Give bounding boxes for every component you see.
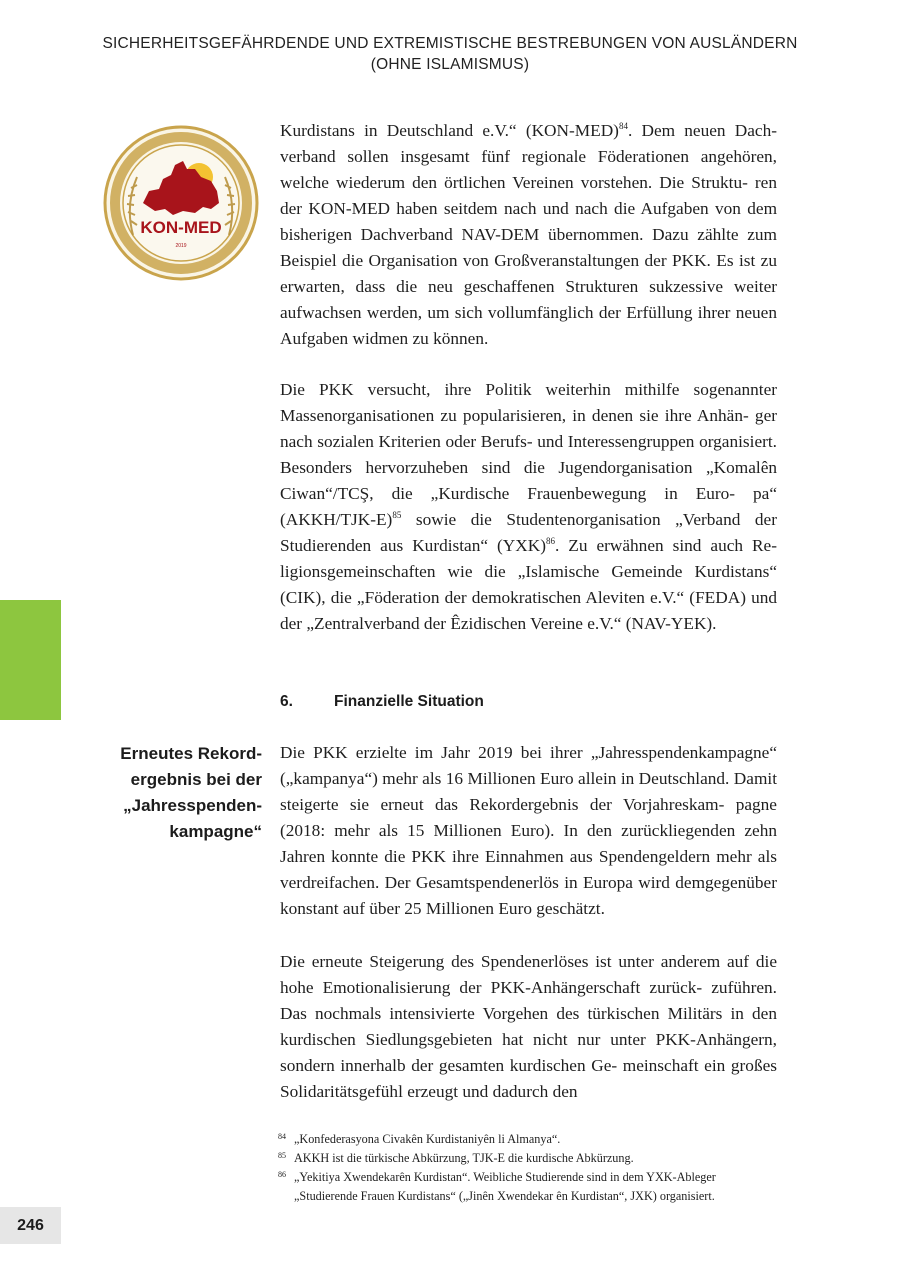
logo-name-text: KON-MED <box>140 218 222 237</box>
paragraph-mass-organisations <box>280 377 777 637</box>
text-line: meinschaft ein großes Solidaritätsgefühl erzeugt und dadurch den <box>280 1056 777 1101</box>
page-number: 246 <box>0 1207 61 1244</box>
text-line: Die erneute Steigerung des Spendenerlöses ist unter anderem auf <box>280 952 750 971</box>
footnote-ref-84: 84 <box>618 121 628 132</box>
text-line: Damit steigerte sie erneut das Rekordergebnis der Vorjahreskam- <box>280 769 777 814</box>
footnote <box>278 1168 798 1206</box>
text-line: „Komalên Ciwan“/TCŞ, die „Kurdische Frauenbewegung in Euro- <box>280 458 777 503</box>
text-line: zuführen. Das nochmals intensivierte Vorgehen des türkischen <box>280 978 777 1023</box>
text-line: zählte zum Beispiel die Organisation von Großveranstaltungen <box>280 225 777 270</box>
text-line: „Konfederasyona Civakên Kurdistaniyên li Almanya“. <box>294 1132 561 1146</box>
text-line: AKKH ist die türkische Abkürzung, TJK-E die kurdische Abkürzung. <box>294 1151 634 1165</box>
kon-med-emblem <box>103 125 259 281</box>
text-line: „Yekitiya Xwendekarên Kurdistan“. Weibliche Studierende sind in dem YXK-Ableger <box>294 1170 716 1184</box>
footnote-number: 84 <box>278 1132 286 1141</box>
running-header-line-1: SICHERHEITSGEFÄHRDENDE UND EXTREMISTISCHE BESTREBUNGEN VON AUSLÄNDERN <box>102 35 798 52</box>
text-line: ergebnis bei der <box>130 770 262 789</box>
section-heading <box>280 691 484 713</box>
paragraph-emotionalisation <box>280 949 777 1105</box>
text-line: . Zu erwähnen sind auch Re- <box>554 536 777 555</box>
text-line: PKK-Anhängern, sondern innerhalb der gesamten kurdischen Ge- <box>280 1030 778 1075</box>
text-line: (CIK), die „Föderation der demokratischen Aleviten e.V.“ (FEDA) <box>280 588 746 607</box>
footnote-number: 85 <box>278 1151 286 1160</box>
text-line: von dem bisherigen Dachverband NAV-DEM übernommen. Dazu <box>280 199 778 244</box>
text-line: zehn Jahren konnte die PKK ihre Einnahmen aus Spendengeldern <box>280 821 777 866</box>
text-line: demgegenüber konstant auf über 25 Millionen Euro geschätzt. <box>280 873 777 918</box>
footnote <box>278 1149 798 1168</box>
paragraph-donation-record <box>280 740 777 922</box>
text-line: „Jahresspenden- <box>123 796 262 815</box>
text-line: . Dem neuen Dach- <box>627 121 777 140</box>
text-line: Kurdistans in Deutschland e.V.“ (KON-MED) <box>280 121 619 140</box>
marginal-note <box>95 741 262 845</box>
text-line: Die PKK versucht, ihre Politik weiterhin mithilfe sogenannter <box>280 380 777 399</box>
text-line: sukzessive weiter aufwachsen werden, um sich vollumfänglich der <box>280 277 777 322</box>
text-line: Erneutes Rekord- <box>120 744 262 763</box>
text-line: welche wiederum den örtlichen Vereinen vorstehen. Die Struktu- <box>280 173 748 192</box>
text-line: „Studierende Frauen Kurdistans“ („Jinên Xwendekar ên Kurdistan“, JXK) organisiert. <box>294 1189 715 1203</box>
text-line: die hohe Emotionalisierung der PKK-Anhängerschaft zurück- <box>280 952 777 997</box>
footnote-ref-86: 86 <box>545 536 555 547</box>
running-header-line-2: (OHNE ISLAMISMUS) <box>370 56 530 73</box>
section-title: Finanzielle Situation <box>334 693 484 710</box>
running-header <box>60 33 840 75</box>
footnote <box>278 1130 798 1149</box>
kon-med-logo <box>103 125 259 281</box>
footnotes <box>278 1130 798 1206</box>
text-line: mehr als verdreifachen. Der Gesamtspendenerlös in Europa wird <box>280 847 777 892</box>
footnote-number: 86 <box>278 1170 286 1179</box>
text-line: Militärs in den kurdischen Siedlungsgebieten hat nicht nur unter <box>280 1004 777 1049</box>
text-line: Erfüllung ihrer neuen Aufgaben widmen zu können. <box>280 303 777 348</box>
text-line: pagne (2018: mehr als 15 Millionen Euro). In den zurückliegenden <box>280 795 777 840</box>
text-line: pa“ (AKKH/TJK-E) <box>280 484 777 529</box>
logo-year-text: 2019 <box>175 243 187 249</box>
text-line: ger nach sozialen Kriterien oder Berufs- und Interessengruppen <box>280 406 777 451</box>
text-line: verband sollen insgesamt fünf regionale Föderationen angehören, <box>280 147 777 166</box>
text-line: kampagne“ <box>169 822 262 841</box>
text-line: Studierenden aus Kurdistan“ (YXK) <box>280 536 546 555</box>
text-line: („kampanya“) mehr als 16 Millionen Euro allein in Deutschland. <box>280 769 730 788</box>
chapter-tab <box>0 600 61 720</box>
text-line: Die PKK erzielte im Jahr 2019 bei ihrer „Jahresspendenkampagne“ <box>280 743 777 762</box>
section-number: 6. <box>280 693 293 710</box>
text-line: ligionsgemeinschaften wie die „Islamische Gemeinde Kurdistans“ <box>280 562 777 581</box>
text-line: Massenorganisationen zu popularisieren, in denen sie ihre Anhän- <box>280 406 749 425</box>
paragraph-kon-med <box>280 118 777 352</box>
text-line: ren der KON-MED haben seitdem nach und nach die Aufgaben <box>280 173 777 218</box>
text-line: und der „Zentralverband der Êzidischen Vereine e.V.“ (NAV-YEK). <box>280 588 777 633</box>
text-line: der PKK. Es ist zu erwarten, dass die neu geschaffenen Strukturen <box>280 251 777 296</box>
text-line: sowie die Studentenorganisation „Verband der <box>401 510 777 529</box>
text-line: organisiert. Besonders hervorzuheben sind die Jugendorganisation <box>280 432 777 477</box>
footnote-ref-85: 85 <box>392 510 402 521</box>
